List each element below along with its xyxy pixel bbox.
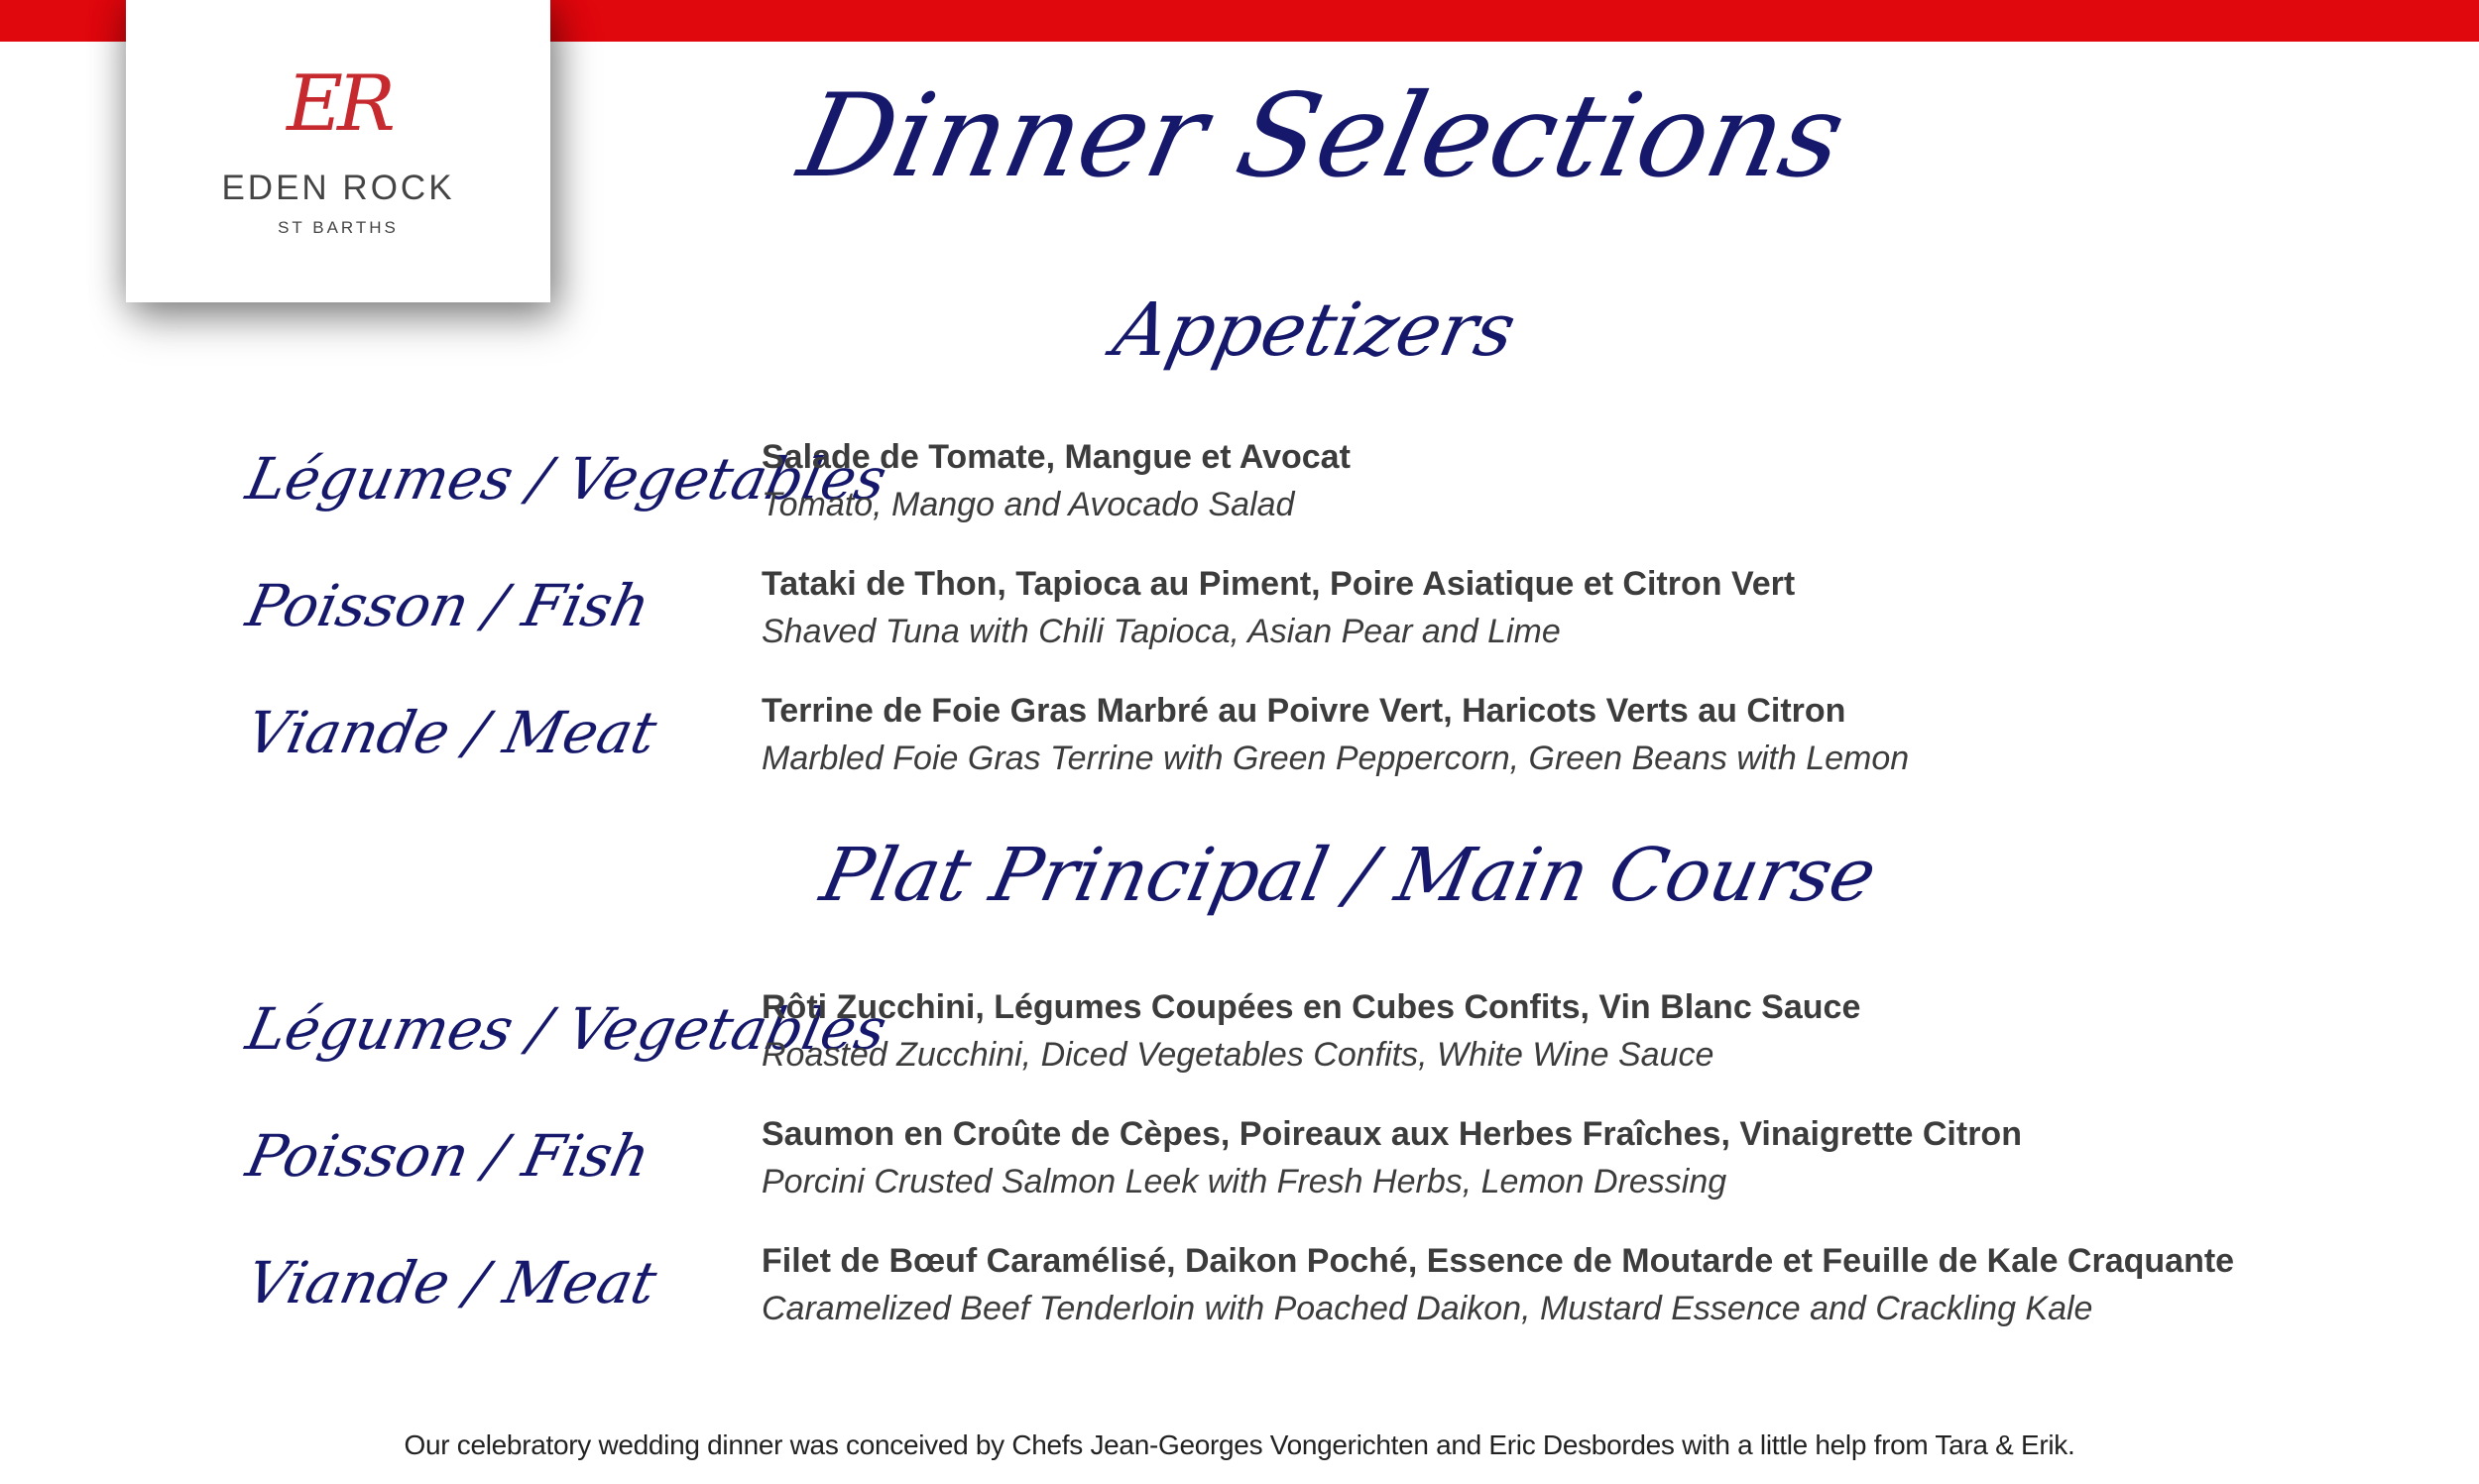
page-title: Dinner Selections xyxy=(788,69,1856,203)
category-label-vegetables: Légumes / Vegetables xyxy=(240,995,893,1063)
category-label-vegetables: Légumes / Vegetables xyxy=(240,445,893,513)
section-title-main-course: Plat Principal / Main Course xyxy=(813,833,1884,918)
dish-name-french: Rôti Zucchini, Légumes Coupées en Cubes Confits, Vin Blanc Sauce xyxy=(762,988,1861,1026)
dish-name-english: Shaved Tuna with Chili Tapioca, Asian Pear and Lime xyxy=(762,613,1561,650)
section-title-appetizers: Appetizers xyxy=(1106,287,1523,373)
category-label-meat: Viande / Meat xyxy=(240,1249,663,1316)
footer-note: Our celebratory wedding dinner was conceived by Chefs Jean-Georges Vongerichten and Eric Desbordes with a little help from Tara & Erik. xyxy=(404,1429,2075,1460)
menu-item xyxy=(762,1238,2308,1333)
dish-name-english: Marbled Foie Gras Terrine with Green Peppercorn, Green Beans with Lemon xyxy=(762,740,1910,777)
dish-name-french: Filet de Bœuf Caramélisé, Daikon Poché, Essence de Moutarde et Feuille de Kale Craquante xyxy=(762,1242,2235,1280)
category-label-meat: Viande / Meat xyxy=(240,699,663,766)
dish-name-english: Tomato, Mango and Avocado Salad xyxy=(762,486,1295,523)
logo-monogram: ER xyxy=(287,59,390,149)
dish-name-french: Salade de Tomate, Mangue et Avocat xyxy=(762,438,1351,476)
dish-name-french: Saumon en Croûte de Cèpes, Poireaux aux Herbes Fraîches, Vinaigrette Citron xyxy=(762,1115,2022,1153)
dish-name-french: Tataki de Thon, Tapioca au Piment, Poire Asiatique et Citron Vert xyxy=(762,565,1796,603)
dish-name-english: Porcini Crusted Salmon Leek with Fresh Herbs, Lemon Dressing xyxy=(762,1163,1727,1200)
category-label-fish: Poisson / Fish xyxy=(240,572,656,639)
menu-item xyxy=(762,1111,2308,1206)
logo-location: ST BARTHS xyxy=(278,218,399,237)
logo-name: EDEN ROCK xyxy=(221,169,455,207)
menu-item xyxy=(762,688,2308,783)
menu-item xyxy=(762,561,2308,656)
eden-rock-logo xyxy=(126,0,550,302)
menu-item xyxy=(762,984,2308,1080)
menu-item xyxy=(762,434,2308,529)
dish-name-english: Roasted Zucchini, Diced Vegetables Confits, White Wine Sauce xyxy=(762,1036,1714,1074)
dish-name-english: Caramelized Beef Tenderloin with Poached Daikon, Mustard Essence and Crackling Kale xyxy=(762,1290,2093,1327)
category-label-fish: Poisson / Fish xyxy=(240,1122,656,1190)
dish-name-french: Terrine de Foie Gras Marbré au Poivre Vert, Haricots Verts au Citron xyxy=(762,692,1846,730)
